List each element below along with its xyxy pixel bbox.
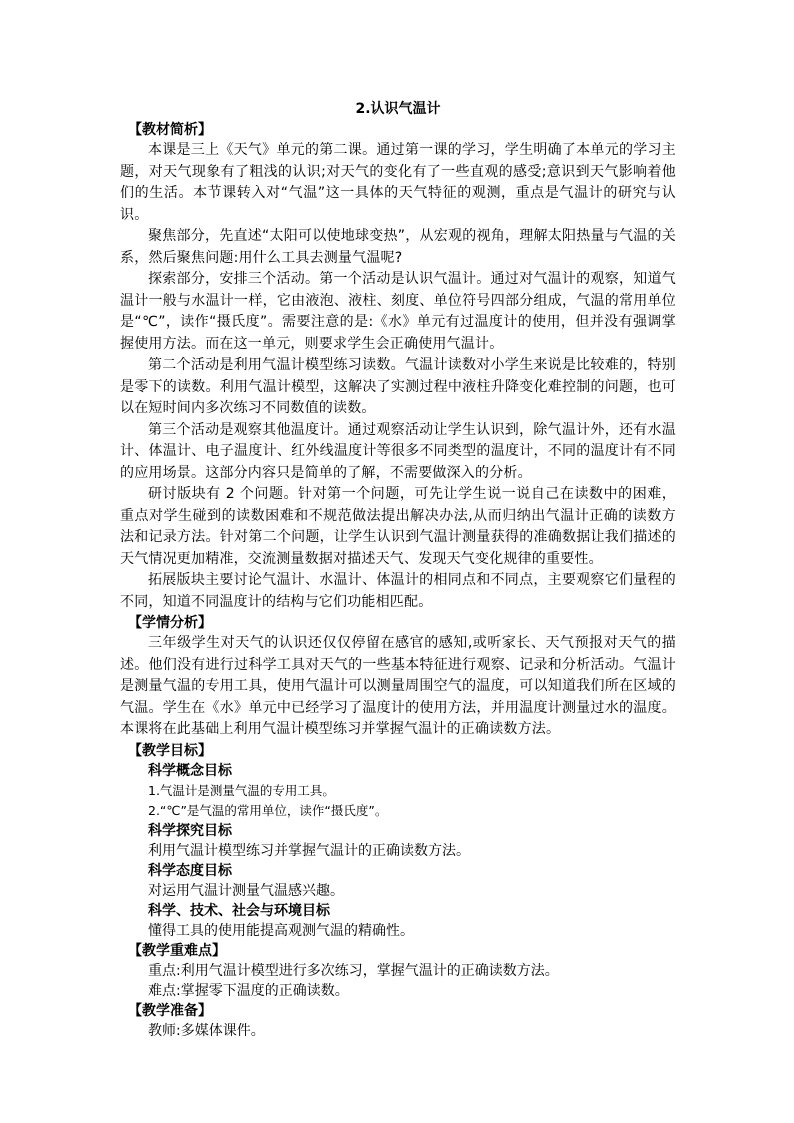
- list-item: 对运用气温计测量气温感兴趣。: [148, 882, 344, 899]
- section-heading-textbook: 【教材简析】: [128, 122, 212, 138]
- section-heading-keypoints: 【教学重难点】: [128, 942, 226, 959]
- section-heading-prep: 【教学准备】: [128, 1002, 212, 1019]
- key-point: 重点:利用气温计模型进行多次练习，掌握气温计的正确读数方法。: [148, 962, 559, 979]
- paragraph: 研讨版块有 2 个问题。针对第一个问题，可先让学生说一说自己在读数中的困难，重点对学生碰到的读数困难和不规范做法提出解决办法,从而归纳出气温计正确的读数方法和记录方法。针对第二个问题，让学生认识到气温计测量获得的准确数据让我们描述的天气情况更加精准，交流测量数据对描述天气、发现天气变化规律的重要性。: [120, 486, 676, 567]
- list-item: 利用气温计模型练习并掌握气温计的正确读数方法。: [148, 842, 470, 859]
- subheading-stse: 科学、技术、社会与环境目标: [148, 902, 330, 919]
- paragraph: 第三个活动是观察其他温度计。通过观察活动让学生认识到，除气温计外，还有水温计、体温计、电子温度计、红外线温度计等很多不同类型的温度计，不同的温度计有不同的应用场景。这部分内容只是简单的了解，不需要做深入的分析。: [120, 421, 676, 481]
- subheading-inquiry: 科学探究目标: [148, 822, 232, 839]
- document-page: [120, 100, 676, 1041]
- document-title: 2.认识气温计: [355, 101, 441, 117]
- prep-item: 教师:多媒体课件。: [148, 1022, 265, 1039]
- section-heading-goals: 【教学目标】: [128, 742, 212, 759]
- paragraph: 三年级学生对天气的认识还仅仅停留在感官的感知,或听家长、天气预报对天气的描述。他们没有进行过科学工具对天气的一些基本特征进行观察、记录和分析活动。气温计是测量气温的专用工具，使用气温计可以测量周围空气的温度，可以知道我们所在区域的气温。学生在《水》单元中已经学习了温度计的使用方法，并用温度计测量过水的温度。本课将在此基础上利用气温计模型练习并掌握气温计的正确读数方法。: [120, 635, 676, 737]
- section-heading-students: 【学情分析】: [128, 615, 212, 631]
- paragraph: 本课是三上《天气》单元的第二课。通过第一课的学习，学生明确了本单元的学习主题，对天气现象有了粗浅的认识;对天气的变化有了一些直观的感受;意识到天气影响着他们的生活。本节课转入对“气温”这一具体的天气特征的观测，重点是气温计的研究与认识。: [120, 142, 676, 223]
- list-item: 懂得工具的使用能提高观测气温的精确性。: [148, 922, 414, 939]
- paragraph: 第二个活动是利用气温计模型练习读数。气温计读数对小学生来说是比较难的，特别是零下的读数。利用气温计模型，这解决了实测过程中液柱升降变化难控制的问题，也可以在短时间内多次练习不同数值的读数。: [120, 357, 676, 416]
- paragraph: 聚焦部分，先直述“太阳可以使地球变热”，从宏观的视角，理解太阳热量与气温的关系，然后聚焦问题:用什么工具去测量气温呢?: [120, 228, 676, 266]
- difficult-point: 难点:掌握零下温度的正确读数。: [148, 982, 349, 999]
- paragraph: 探索部分，安排三个活动。第一个活动是认识气温计。通过对气温计的观察，知道气温计一般与水温计一样，它由液泡、液柱、刻度、单位符号四部分组成，气温的常用单位是“℃”，读作“摄氏度”。需要注意的是:《水》单元有过温度计的使用，但并没有强调掌握使用方法。而在这一单元，则要求学生会正确使用气温计。: [120, 271, 676, 352]
- paragraph: 拓展版块主要讨论气温计、水温计、体温计的相同点和不同点，主要观察它们量程的不同，知道不同温度计的结构与它们功能相匹配。: [120, 572, 676, 610]
- subheading-attitude: 科学态度目标: [148, 862, 232, 879]
- list-item: 2.“℃”是气温的常用单位，读作“摄氏度”。: [148, 802, 388, 818]
- list-item: 1.气温计是测量气温的专用工具。: [148, 782, 335, 798]
- subheading-concept: 科学概念目标: [148, 762, 232, 779]
